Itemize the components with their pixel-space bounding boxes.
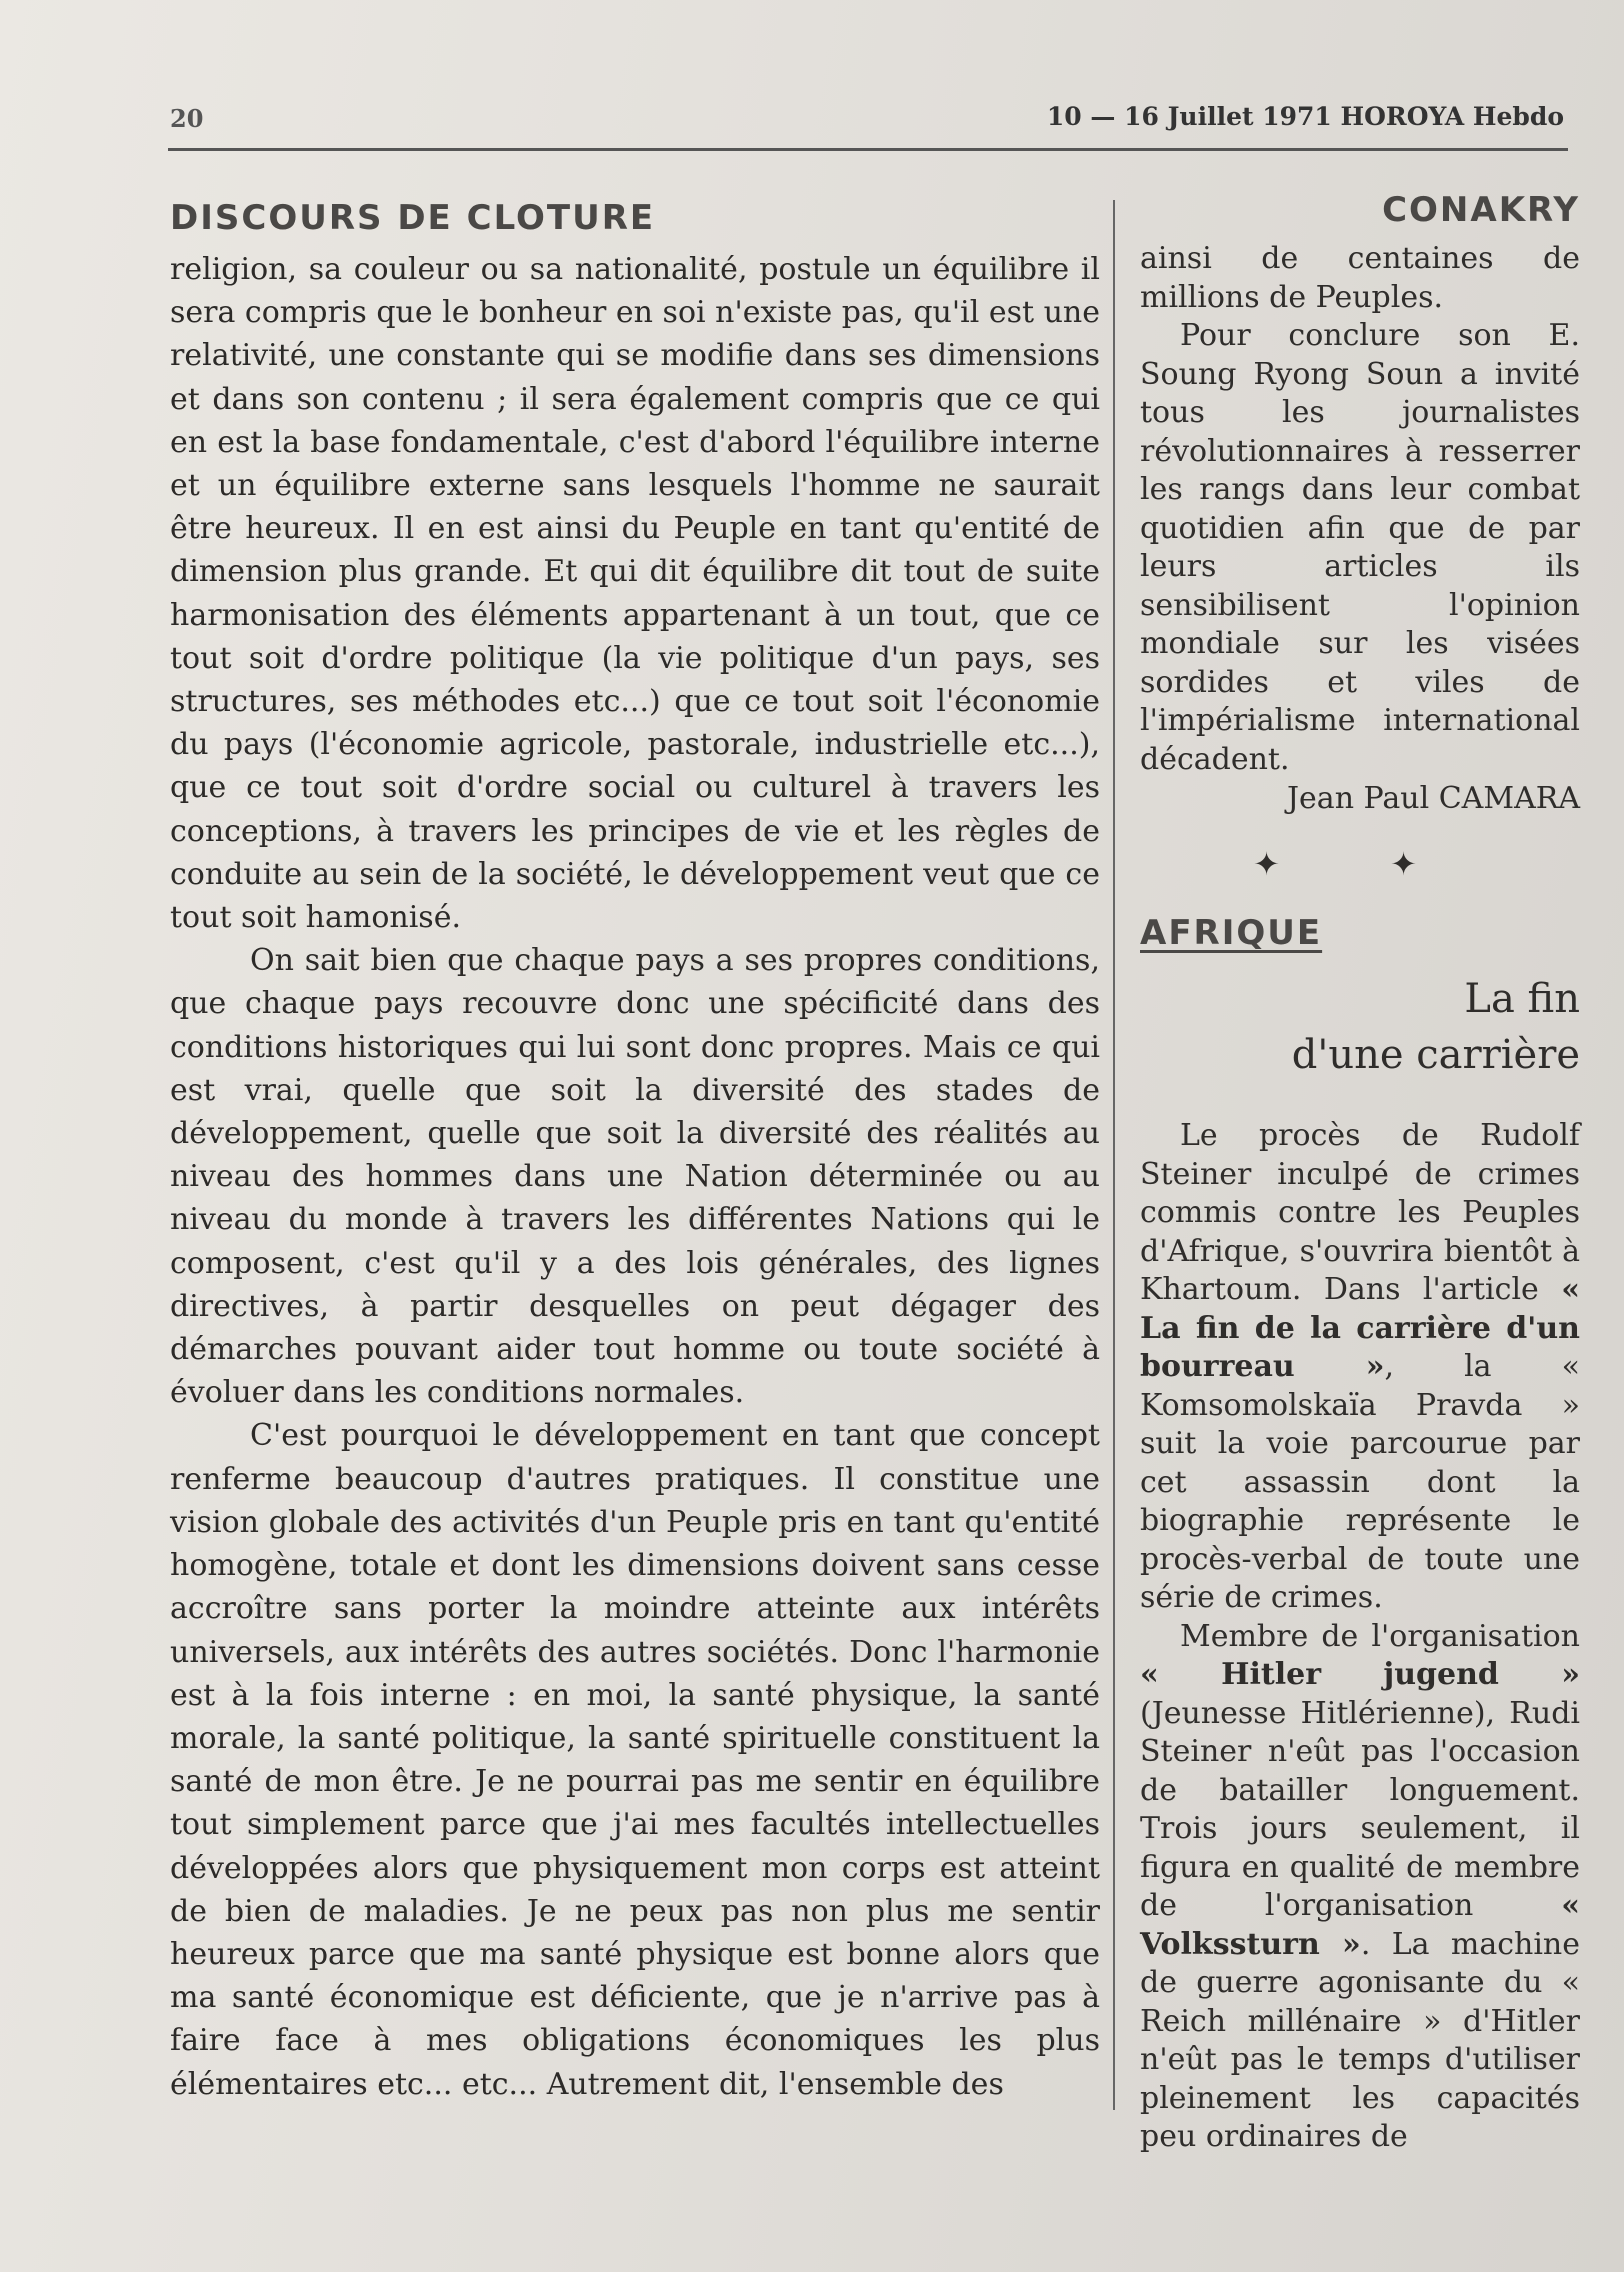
header-rule [168, 148, 1568, 151]
left-column [170, 198, 1100, 2106]
right-column [1140, 190, 1580, 2157]
afrique-p2-text-c: (Jeunesse Hitlérienne), Rudi Steiner n'eût pas l'occasion de batailler longuement. Trois jours seulement, il figura en qualité de membre de l'organisation [1140, 1695, 1580, 1923]
afrique-p2-volkssturn: « Volkssturn » [1140, 1888, 1580, 1962]
author-signature: Jean Paul CAMARA [1287, 781, 1580, 816]
afrique-p1-article-title: « La fin de la carrière d'un bourreau » [1140, 1272, 1580, 1384]
afrique-p1-text-a: Le procès de Rudolf Steiner inculpé de crimes commis contre les Peuples d'Afrique, s'ouvrira bientôt à Khartoum. Dans l'article [1140, 1118, 1580, 1307]
afrique-p2-text-e: . La machine de guerre agonisante du « Reich millénaire » d'Hitler n'eût pas le temps d'utiliser pleinement les capacités peu ordinaires de [1140, 1926, 1581, 2154]
story-title-line-1: La fin [1464, 976, 1580, 1022]
afrique-p2-hitler-jugend: « Hitler jugend » [1140, 1657, 1580, 1692]
afrique-paragraph-2 [1140, 1618, 1580, 2157]
story-title [1140, 971, 1580, 1083]
column-divider [1113, 200, 1115, 2110]
discours-paragraph-1: religion, sa couleur ou sa nationalité, postule un équilibre il sera compris que le bonheur en soi n'existe pas, qu'il est une relativité, une constante qui se modifie dans ses dimensions et dans son contenu ; il sera également compris que ce qui en est la base fondamentale, c'est d'abord l'équilibre interne et un équilibre externe sans lesquels l'homme ne saurait être heureux. Il en est ainsi du Peuple en tant qu'entité de dimension plus grande. Et qui dit équilibre dit tout de suite harmonisation des éléments appartenant à un tout, que ce tout soit d'ordre politique (la vie politique d'un pays, ses structures, ses méthodes etc...) que ce tout soit l'économie du pays (l'économie agricole, pastorale, industrielle etc...), que ce tout soit d'ordre social ou culturel à travers les conceptions, à travers les principes de vie et les règles de conduite au sein de la société, le développement veut que ce tout soit hamonisé. [170, 252, 1100, 936]
afrique-paragraph-1 [1140, 1117, 1580, 1618]
story-title-line-2: d'une carrière [1291, 1032, 1580, 1078]
issue-date-line: 10 — 16 Juillet 1971 HOROYA Hebdo [1046, 102, 1564, 131]
conakry-paragraph-2: Pour conclure son E. Soung Ryong Soun a invité tous les journalistes révolutionnaires à resserrer les rangs dans leur combat quotidien afin que de par leurs articles ils sensibilisent l'opinion mondiale sur les visées sordides et viles de l'impérialisme international décadent. [1140, 318, 1580, 777]
page-number: 20 [170, 104, 204, 133]
afrique-p1-text-c: , la « Komsomolskaïa Pravda » suit la voie parcourue par cet assassin dont la biographie représente le procès-verbal de toute une série de crimes. [1140, 1349, 1580, 1615]
discours-paragraph-2: On sait bien que chaque pays a ses propres conditions, que chaque pays recouvre donc une spécificité dans des conditions historiques qui lui sont donc propres. Mais ce qui est vrai, quelle que soit la diversité des stades de développement, quelle que soit la diversité des réalités au niveau des hommes dans une Nation déterminée ou au niveau du monde à travers les différentes Nations qui le composent, c'est qu'il y a des lois générales, des lignes directives, à partir desquelles on peut dégager des démarches pouvant aider tout homme ou toute société à évoluer dans les conditions normales. [170, 943, 1100, 1411]
section-heading-afrique: AFRIQUE [1140, 913, 1323, 953]
section-heading-conakry: CONAKRY [1382, 190, 1580, 230]
star-ornament-icon: ✦ ✦ [1253, 845, 1467, 883]
discours-paragraph-3: C'est pourquoi le développement en tant que concept renferme beaucoup d'autres pratiques. Il constitue une vision globale des activités d'un Peuple pris en tant qu'entité homogène, totale et dont les dimensions doivent sans cesse accroître sans porter la moindre atteinte aux intérêts universels, aux intérêts des autres sociétés. Donc l'harmonie est à la fois interne : en moi, la santé physique, la santé morale, la santé politique, la santé spirituelle constituent la santé de mon être. Je ne pourrai pas me sentir en équilibre tout simplement parce que j'ai mes facultés intellectuelles développées alors que physiquement mon corps est atteint de bien de maladies. Je ne peux pas non plus me sentir heureux parce que ma santé physique est bonne alors que ma santé économique est déficiente, que je n'arrive pas à faire face à mes obligations économiques les plus élémentaires etc... etc... Autrement dit, l'ensemble des [170, 1418, 1100, 2102]
conakry-paragraph-1: ainsi de centaines de millions de Peuples. [1140, 241, 1580, 315]
afrique-p2-text-a: Membre de l'organisation [1180, 1618, 1580, 1654]
section-heading-discours: DISCOURS DE CLOTURE [170, 198, 656, 238]
